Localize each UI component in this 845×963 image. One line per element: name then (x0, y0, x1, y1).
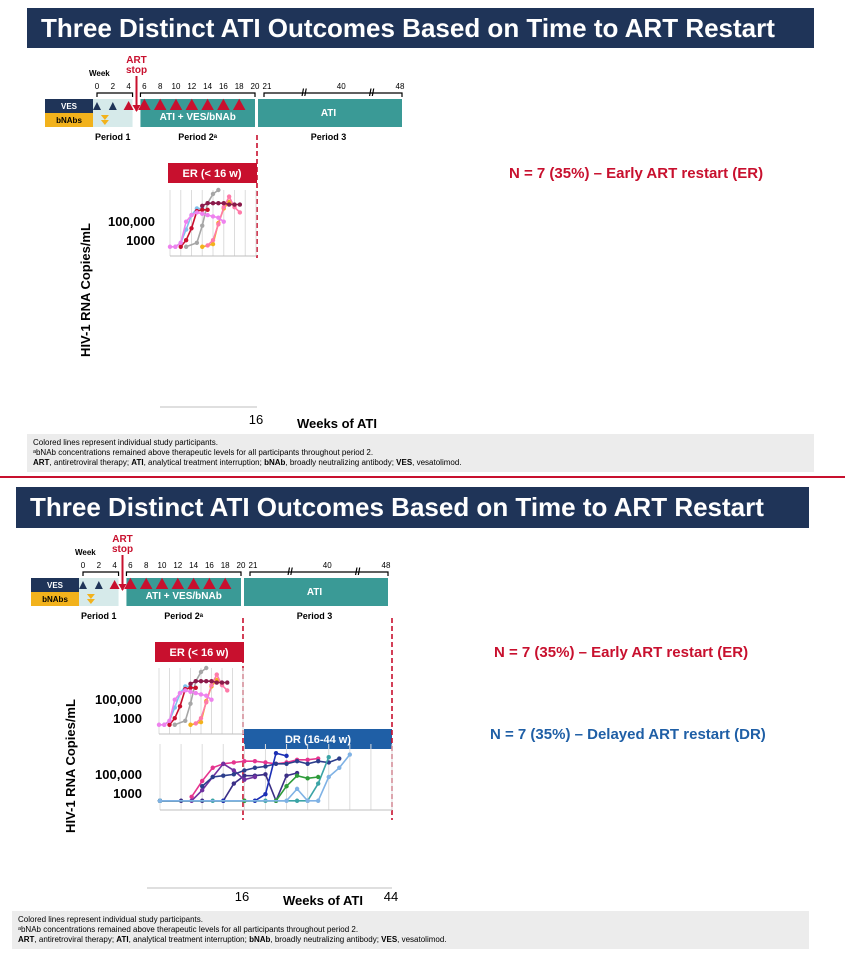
period2-label: Period 2ᵃ (178, 132, 218, 142)
participant-data-point (274, 751, 278, 755)
week-tick-label: 18 (220, 561, 230, 570)
week-tick-label: 48 (395, 82, 405, 91)
n-early-restart-label: N = 7 (35%) – Early ART restart (ER) (509, 165, 764, 182)
week-label: Week (89, 69, 110, 78)
participant-data-point (205, 213, 209, 217)
week-tick-label: 10 (171, 82, 181, 91)
participant-data-point (305, 799, 309, 803)
participant-data-point (232, 781, 236, 785)
participant-data-point (209, 683, 213, 687)
participant-data-point (173, 697, 177, 701)
participant-data-point (194, 691, 198, 695)
participant-data-point (199, 670, 203, 674)
participant-data-point (216, 201, 220, 205)
participant-data-point (205, 201, 209, 205)
week-tick-label: 16 (218, 82, 228, 91)
er-badge: ER (< 16 w) (182, 168, 242, 180)
participant-data-point (189, 213, 193, 217)
participant-data-point (227, 202, 231, 206)
participant-data-point (284, 799, 288, 803)
period1-bracket (97, 93, 133, 97)
week-tick-label: 14 (189, 561, 199, 570)
art-stop-label: ART (112, 534, 133, 545)
participant-data-point (348, 752, 352, 756)
footnote-line-3: ART, antiretroviral therapy; ATI, analytical treatment interruption; bNAb, broadly neutralizing antibody; VES, vesatolimod. (33, 458, 462, 467)
participant-data-point (178, 691, 182, 695)
participant-data-point (316, 799, 320, 803)
participant-data-point (204, 666, 208, 670)
participant-data-point (179, 245, 183, 249)
participant-data-point (194, 686, 198, 690)
participant-data-point (225, 688, 229, 692)
participant-data-point (200, 779, 204, 783)
ves-row-label: VES (60, 102, 78, 111)
footnote-line-3: ART, antiretroviral therapy; ATI, analytical treatment interruption; bNAb, broadly neutralizing antibody; VES, vesatolimod. (18, 935, 447, 944)
participant-data-point (316, 775, 320, 779)
participant-data-point (211, 201, 215, 205)
participant-data-point (173, 716, 177, 720)
dr-badge: DR (16-44 w) (284, 734, 352, 746)
slide-title: Three Distinct ATI Outcomes Based on Time to ART Restart (16, 487, 809, 528)
participant-data-point (211, 238, 215, 242)
participant-data-point (215, 680, 219, 684)
participant-data-point (263, 772, 267, 776)
participant-data-point (188, 690, 192, 694)
period2-box-label: ATI + VES/bNAb (145, 591, 222, 602)
participant-data-point (215, 672, 219, 676)
participant-data-point (183, 688, 187, 692)
participant-data-point (253, 766, 257, 770)
participant-data-point (216, 222, 220, 226)
participant-data-point (195, 210, 199, 214)
y-tick-label: 100,000 (95, 692, 142, 707)
study-schematic (0, 478, 845, 963)
week-tick-label: 40 (322, 561, 332, 570)
week-tick-label: 4 (112, 561, 117, 570)
participant-data-point (263, 792, 267, 796)
participant-data-point (209, 697, 213, 701)
participant-data-point (284, 762, 288, 766)
participant-data-point (305, 762, 309, 766)
period2-label: Period 2ᵃ (164, 611, 204, 621)
week-tick-label: 40 (336, 82, 346, 91)
slide-1 (0, 0, 845, 478)
participant-data-point (205, 208, 209, 212)
participant-data-point (167, 719, 171, 723)
participant-data-point (173, 245, 177, 249)
participant-data-point (188, 723, 192, 727)
art-stop-label: stop (111, 544, 134, 555)
week-tick-label: 16 (204, 561, 214, 570)
participant-data-point (284, 754, 288, 758)
ves-row-label: VES (46, 581, 64, 590)
axis-break-icon: // (301, 88, 307, 99)
axis-break-icon: // (354, 567, 361, 578)
participant-data-point (204, 694, 208, 698)
x-tick-label: 16 (248, 412, 264, 427)
week-label: Week (75, 548, 96, 557)
week-tick-label: 6 (142, 82, 147, 91)
participant-data-point (200, 208, 204, 212)
participant-data-point (200, 788, 204, 792)
participant-data-point (184, 238, 188, 242)
participant-data-point (232, 202, 236, 206)
participant-data-point (199, 679, 203, 683)
week-tick-label: 2 (96, 561, 102, 570)
participant-data-point (242, 759, 246, 763)
participant-data-point (183, 719, 187, 723)
participant-data-point (211, 214, 215, 218)
week-tick-label: 12 (173, 561, 183, 570)
week-tick-label: 8 (143, 561, 149, 570)
participant-data-point (327, 755, 331, 759)
participant-data-point (222, 205, 226, 209)
week-tick-label: 0 (94, 82, 100, 91)
participant-data-point (253, 775, 257, 779)
bnabs-row-label: bNAbs (56, 116, 82, 125)
x-axis-title: Weeks of ATI (283, 893, 363, 908)
axis-break-icon: // (368, 88, 375, 99)
participant-data-point (188, 686, 192, 690)
participant-data-point (199, 716, 203, 720)
participant-data-point (216, 216, 220, 220)
participant-data-point (295, 787, 299, 791)
participant-data-point (232, 760, 236, 764)
period3-label: Period 3 (296, 611, 333, 621)
footnote (12, 911, 809, 949)
y-axis-title: HIV-1 RNA Copies/mL (63, 699, 78, 833)
participant-data-point (316, 781, 320, 785)
week-tick-label: 12 (187, 82, 197, 91)
participant-data-point (184, 219, 188, 223)
participant-data-point (242, 768, 246, 772)
axis-break-icon: // (287, 567, 293, 578)
participant-data-point (227, 194, 231, 198)
art-stop-label: stop (125, 65, 148, 76)
slide-title: Three Distinct ATI Outcomes Based on Time to ART Restart (27, 8, 814, 48)
participant-data-point (295, 799, 299, 803)
participant-data-point (211, 775, 215, 779)
x-axis-title: Weeks of ATI (297, 416, 377, 431)
period3-label: Period 3 (310, 132, 347, 142)
participant-data-point (200, 245, 204, 249)
participant-data-point (327, 775, 331, 779)
art-stop-label: ART (126, 55, 147, 66)
footnote-line-2: ᵃbNAb concentrations remained above therapeutic levels for all participants throughout period 2. (33, 448, 374, 457)
participant-data-point (184, 245, 188, 249)
period3-box-label: ATI (306, 587, 323, 598)
participant-data-point (211, 192, 215, 196)
participant-data-point (200, 204, 204, 208)
participant-data-point (225, 680, 229, 684)
period2-bracket (126, 572, 241, 576)
participant-data-point (178, 704, 182, 708)
participant-data-point (194, 721, 198, 725)
participant-data-point (162, 723, 166, 727)
participant-data-point (295, 759, 299, 763)
y-tick-label: 1000 (113, 786, 142, 801)
participant-data-point (337, 766, 341, 770)
y-axis-title: HIV-1 RNA Copies/mL (78, 223, 93, 357)
participant-data-point (168, 245, 172, 249)
period3-bracket (250, 572, 388, 576)
participant-data-point (158, 799, 162, 803)
y-tick-label: 100,000 (108, 214, 155, 229)
participant-data-point (194, 679, 198, 683)
footnote-line-1: Colored lines represent individual study participants. (18, 915, 203, 924)
week-tick-label: 21 (248, 561, 258, 570)
participant-data-point (205, 243, 209, 247)
participant-data-point (284, 784, 288, 788)
participant-data-point (305, 776, 309, 780)
er-badge: ER (< 16 w) (169, 647, 229, 659)
n-delayed-restart-label: N = 7 (35%) – Delayed ART restart (DR) (490, 726, 766, 743)
participant-data-point (220, 680, 224, 684)
participant-data-point (316, 759, 320, 763)
participant-data-point (337, 756, 341, 760)
participant-data-point (238, 202, 242, 206)
participant-data-point (200, 784, 204, 788)
participant-data-point (222, 201, 226, 205)
week-tick-label: 6 (128, 561, 133, 570)
participant-data-point (167, 723, 171, 727)
participant-data-point (216, 188, 220, 192)
participant-data-point (188, 682, 192, 686)
study-schematic (0, 0, 845, 478)
week-tick-label: 21 (262, 82, 272, 91)
participant-data-point (221, 762, 225, 766)
period2-box-label: ATI + VES/bNAb (159, 112, 236, 123)
week-tick-label: 48 (381, 561, 391, 570)
week-tick-label: 2 (110, 82, 116, 91)
participant-data-point (284, 773, 288, 777)
week-tick-label: 10 (157, 561, 167, 570)
participant-data-point (189, 226, 193, 230)
week-tick-label: 8 (157, 82, 163, 91)
participant-data-point (204, 700, 208, 704)
period2-bracket (140, 93, 255, 97)
period3-box-label: ATI (320, 108, 337, 119)
participant-data-point (263, 760, 267, 764)
participant-data-point (263, 764, 267, 768)
y-tick-label: 1000 (126, 233, 155, 248)
week-tick-label: 20 (236, 561, 246, 570)
period1-label: Period 1 (95, 132, 131, 142)
participant-data-point (204, 679, 208, 683)
participant-data-point (209, 679, 213, 683)
participant-data-point (295, 773, 299, 777)
week-tick-label: 18 (234, 82, 244, 91)
x-tick-label: 16 (234, 889, 250, 904)
participant-data-point (221, 773, 225, 777)
x-tick-label: 44 (383, 889, 399, 904)
participant-data-point (157, 723, 161, 727)
period3-bracket (264, 93, 402, 97)
footnote-line-1: Colored lines represent individual study participants. (33, 438, 218, 447)
participant-data-point (232, 772, 236, 776)
participant-data-point (200, 212, 204, 216)
participant-data-point (222, 219, 226, 223)
participant-data-point (211, 766, 215, 770)
period1-label: Period 1 (81, 611, 117, 621)
participant-data-point (188, 701, 192, 705)
participant-data-point (232, 768, 236, 772)
footnote-line-2: ᵃbNAb concentrations remained above therapeutic levels for all participants throughout period 2. (18, 925, 359, 934)
y-tick-label: 1000 (113, 711, 142, 726)
slide-2 (0, 478, 845, 963)
week-tick-label: 20 (250, 82, 260, 91)
participant-data-point (238, 210, 242, 214)
n-early-restart-label: N = 7 (35%) – Early ART restart (ER) (494, 644, 749, 661)
participant-data-point (199, 692, 203, 696)
participant-data-point (253, 759, 257, 763)
period1-bracket (83, 572, 119, 576)
footnote (27, 434, 814, 472)
participant-data-point (200, 223, 204, 227)
week-tick-label: 0 (80, 561, 86, 570)
participant-data-point (173, 723, 177, 727)
bnabs-row-label: bNAbs (42, 595, 68, 604)
week-tick-label: 14 (203, 82, 213, 91)
participant-data-point (195, 241, 199, 245)
participant-data-point (242, 777, 246, 781)
participant-series-line (160, 773, 297, 801)
week-tick-label: 4 (126, 82, 131, 91)
y-tick-label: 100,000 (95, 767, 142, 782)
participant-data-point (305, 758, 309, 762)
participant-data-point (179, 241, 183, 245)
